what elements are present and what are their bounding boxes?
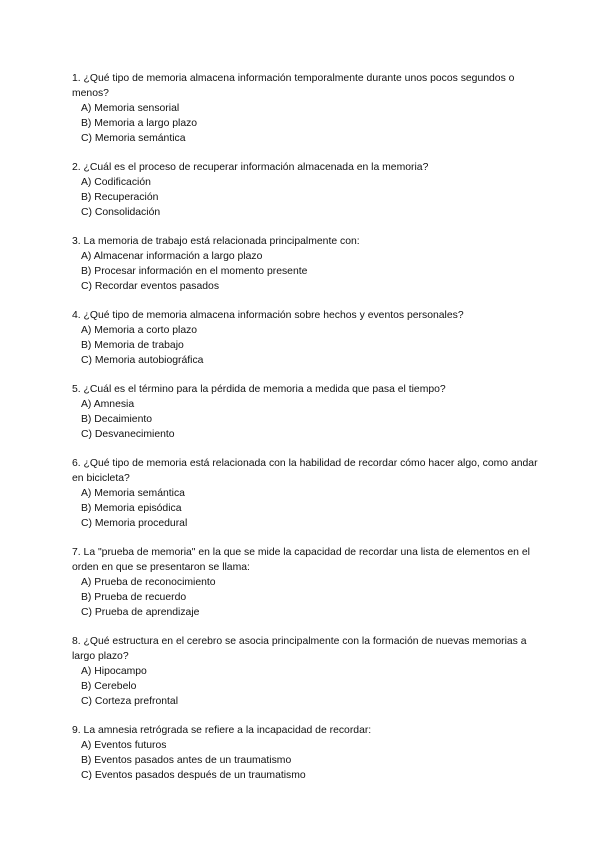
option-list <box>72 101 542 146</box>
option-list <box>72 486 542 531</box>
option: B) Cerebelo <box>81 681 137 692</box>
option: C) Recordar eventos pasados <box>81 281 220 292</box>
question-text: 5. ¿Cuál es el término para la pérdida de memoria a medida que pasa el tiempo? <box>72 384 446 395</box>
question-2 <box>72 160 542 220</box>
option: B) Eventos pasados antes de un traumatismo <box>81 755 292 766</box>
option-list <box>72 397 542 442</box>
question-8 <box>72 634 542 709</box>
option: B) Memoria de trabajo <box>81 340 184 351</box>
question-text: 4. ¿Qué tipo de memoria almacena información sobre hechos y eventos personales? <box>72 310 464 321</box>
option: C) Memoria procedural <box>81 518 188 529</box>
option: B) Recuperación <box>81 192 159 203</box>
question-text: 9. La amnesia retrógrada se refiere a la incapacidad de recordar: <box>72 725 372 736</box>
option: B) Procesar información en el momento presente <box>81 266 308 277</box>
option: C) Corteza prefrontal <box>81 696 179 707</box>
option: A) Codificación <box>81 177 151 188</box>
option: C) Memoria autobiográfica <box>81 355 204 366</box>
option: A) Amnesia <box>81 399 135 410</box>
question-list <box>72 71 542 797</box>
option: A) Hipocampo <box>81 666 147 677</box>
question-3 <box>72 234 542 294</box>
question-text: 2. ¿Cuál es el proceso de recuperar información almacenada en la memoria? <box>72 162 429 173</box>
option: C) Desvanecimiento <box>81 429 175 440</box>
option: A) Memoria a corto plazo <box>81 325 198 336</box>
option: A) Memoria semántica <box>81 488 185 499</box>
question-6 <box>72 456 542 531</box>
option: C) Memoria semántica <box>81 133 186 144</box>
question-text: 8. ¿Qué estructura en el cerebro se asocia principalmente con la formación de nuevas memorias a largo plazo? <box>72 636 527 662</box>
question-text: 1. ¿Qué tipo de memoria almacena información temporalmente durante unos pocos segundos o menos? <box>72 73 515 99</box>
question-text: 3. La memoria de trabajo está relacionada principalmente con: <box>72 236 360 247</box>
question-1 <box>72 71 542 146</box>
option-list <box>72 249 542 294</box>
option: B) Prueba de recuerdo <box>81 592 187 603</box>
option: C) Eventos pasados después de un traumatismo <box>81 770 306 781</box>
option-list <box>72 323 542 368</box>
question-9 <box>72 723 542 783</box>
option: B) Memoria a largo plazo <box>81 118 198 129</box>
option: A) Memoria sensorial <box>81 103 180 114</box>
option: C) Prueba de aprendizaje <box>81 607 200 618</box>
option-list <box>72 664 542 709</box>
option: B) Memoria episódica <box>81 503 182 514</box>
option-list <box>72 738 542 783</box>
option-list <box>72 575 542 620</box>
option: A) Prueba de reconocimiento <box>81 577 216 588</box>
option: B) Decaimiento <box>81 414 153 425</box>
question-7 <box>72 545 542 620</box>
question-4 <box>72 308 542 368</box>
option: A) Almacenar información a largo plazo <box>81 251 263 262</box>
question-text: 6. ¿Qué tipo de memoria está relacionada con la habilidad de recordar cómo hacer algo, como andar en bicicleta? <box>72 458 538 484</box>
question-text: 7. La "prueba de memoria" en la que se mide la capacidad de recordar una lista de elementos en el orden en que se presentaron se llama: <box>72 547 530 573</box>
option: A) Eventos futuros <box>81 740 167 751</box>
question-5 <box>72 382 542 442</box>
option-list <box>72 175 542 220</box>
option: C) Consolidación <box>81 207 161 218</box>
